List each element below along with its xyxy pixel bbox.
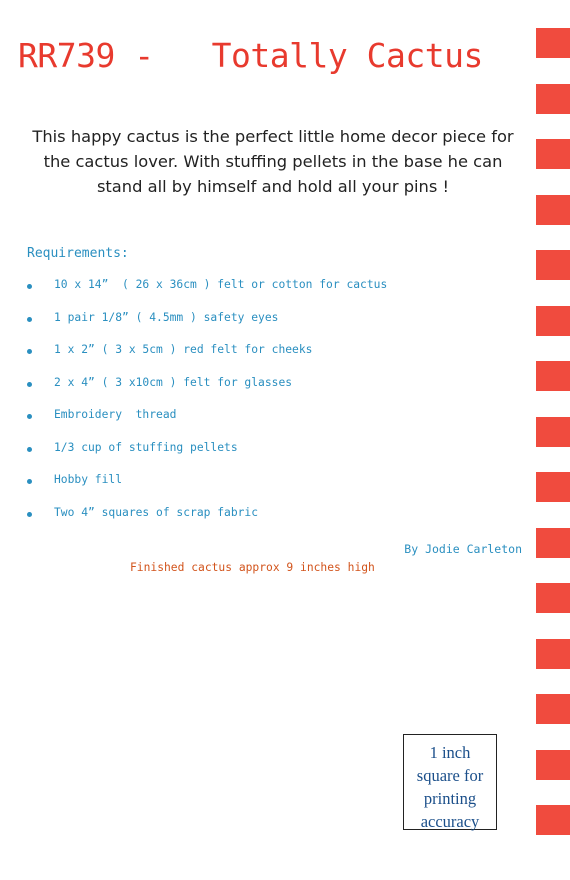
stripe-block <box>536 528 570 558</box>
requirement-text: Embroidery thread <box>54 408 177 421</box>
stripe-block <box>536 84 570 114</box>
stripe-block <box>536 639 570 669</box>
bullet-icon <box>27 512 32 517</box>
requirements-heading: Requirements: <box>27 246 129 261</box>
stripe-block <box>536 250 570 280</box>
intro-paragraph: This happy cactus is the perfect little home decor piece for the cactus lover. With stuffing pellets in the base he can stand all by himself and hold all your pins ! <box>32 127 514 196</box>
decorative-stripe-border <box>536 0 570 880</box>
inch-box-line: 1 inch <box>429 743 471 762</box>
requirement-text: 1 x 2” ( 3 x 5cm ) red felt for cheeks <box>54 343 313 356</box>
inch-calibration-square <box>403 734 497 830</box>
stripe-block <box>536 472 570 502</box>
author-credit: By Jodie Carleton <box>404 542 522 556</box>
stripe-block <box>536 694 570 724</box>
requirement-text: 2 x 4” ( 3 x10cm ) felt for glasses <box>54 375 293 389</box>
requirement-text: 10 x 14” ( 26 x 36cm ) felt or cotton for cactus <box>54 278 388 291</box>
bullet-icon <box>27 317 32 322</box>
stripe-block <box>536 195 570 225</box>
page-title: RR739 - Totally Cactus <box>18 36 483 75</box>
stripe-block <box>536 583 570 613</box>
stripe-block <box>536 139 570 169</box>
stripe-block <box>536 361 570 391</box>
bullet-icon <box>27 447 32 452</box>
stripe-block <box>536 306 570 336</box>
stripe-block <box>536 28 570 58</box>
stripe-block <box>536 417 570 447</box>
bullet-icon <box>27 382 32 387</box>
bullet-icon <box>27 479 32 484</box>
requirement-text: 1/3 cup of stuffing pellets <box>54 440 238 454</box>
finished-size-note: Finished cactus approx 9 inches high <box>130 561 375 574</box>
requirement-text: Two 4” squares of scrap fabric <box>54 505 259 519</box>
requirement-text: 1 pair 1/8” ( 4.5mm ) safety eyes <box>54 310 279 324</box>
bullet-icon <box>27 414 32 419</box>
stripe-block <box>536 805 570 835</box>
inch-box-line: printing <box>423 789 477 808</box>
bullet-icon <box>27 349 32 354</box>
stripe-block <box>536 750 570 780</box>
requirement-text: Hobby fill <box>54 473 123 486</box>
inch-box-line: square for <box>416 766 484 785</box>
inch-box-line: accuracy <box>420 812 480 831</box>
bullet-icon <box>27 284 32 289</box>
